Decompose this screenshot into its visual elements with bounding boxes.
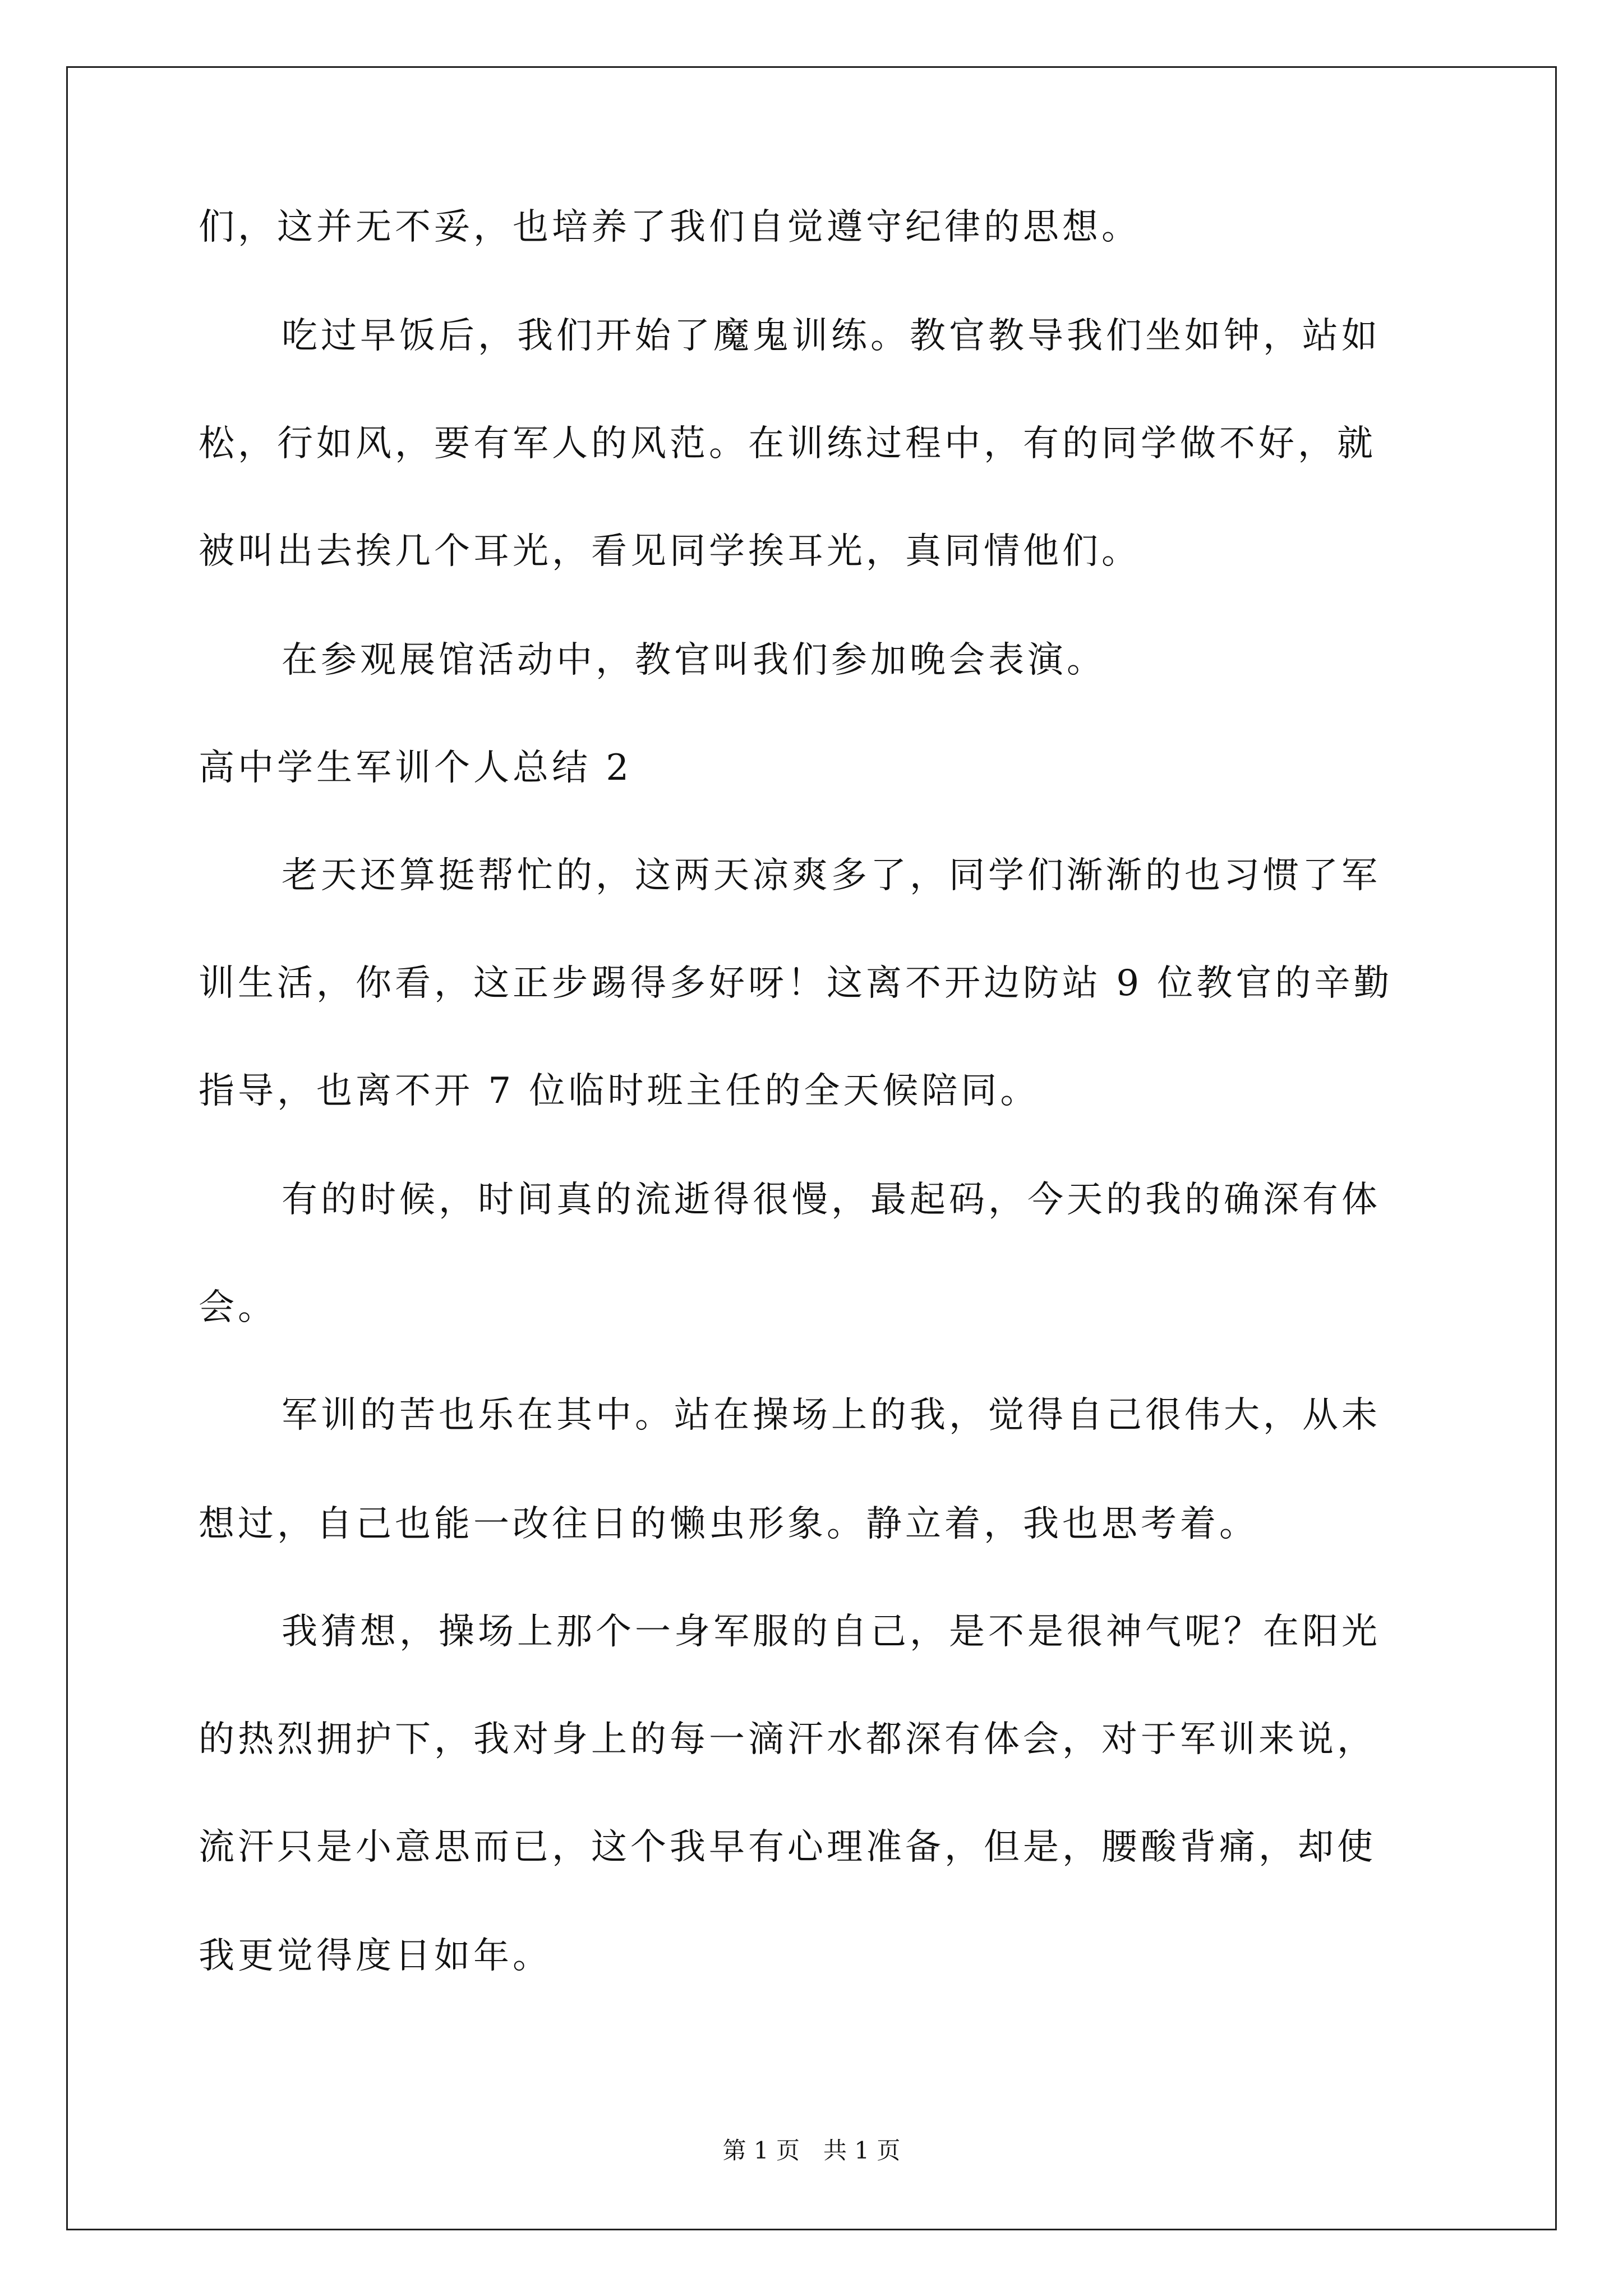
paragraph-first-line: 有的时候，时间真的流逝得很慢，最起码，今天的我的确深有体 <box>282 1179 1381 1221</box>
text-line: 我更觉得度日如年。 <box>199 1935 552 1977</box>
text-line: 松，行如风，要有军人的风范。在训练过程中，有的同学做不好，就 <box>199 423 1376 464</box>
page-footer: 第 1 页 共 1 页 <box>722 2137 901 2164</box>
paragraph-first-line: 老天还算挺帮忙的，这两天凉爽多了，同学们渐渐的也习惯了军 <box>282 855 1381 896</box>
text-line: 流汗只是小意思而已，这个我早有心理准备，但是，腰酸背痛，却使 <box>199 1826 1376 1868</box>
text-line: 会。 <box>199 1287 277 1328</box>
section-heading: 高中学生军训个人总结 2 <box>199 747 633 789</box>
paragraph-first-line: 军训的苦也乐在其中。站在操场上的我，觉得自己很伟大，从未 <box>282 1395 1381 1436</box>
paragraph-first-line: 我猜想，操场上那个一身军服的自己，是不是很神气呢？在阳光 <box>282 1611 1381 1653</box>
text-line: 的热烈拥护下，我对身上的每一滴汗水都深有体会，对于军训来说， <box>199 1719 1376 1760</box>
paragraph-first-line: 吃过早饭后，我们开始了魔鬼训练。教官教导我们坐如钟，站如 <box>282 315 1381 357</box>
text-line: 训生活，你看，这正步踢得多好呀！这离不开边防站 9 位教官的辛勤 <box>199 963 1393 1004</box>
text-line: 们，这并无不妥，也培养了我们自觉遵守纪律的思想。 <box>199 206 1141 248</box>
paragraph-first-line: 在参观展馆活动中，教官叫我们参加晚会表演。 <box>282 639 1106 681</box>
page-border <box>66 66 1557 2230</box>
text-line: 想过，自己也能一改往日的懒虫形象。静立着，我也思考着。 <box>199 1503 1258 1545</box>
text-line: 被叫出去挨几个耳光，看见同学挨耳光，真同情他们。 <box>199 531 1141 572</box>
text-line: 指导，也离不开 7 位临时班主任的全天候陪同。 <box>199 1070 1040 1112</box>
